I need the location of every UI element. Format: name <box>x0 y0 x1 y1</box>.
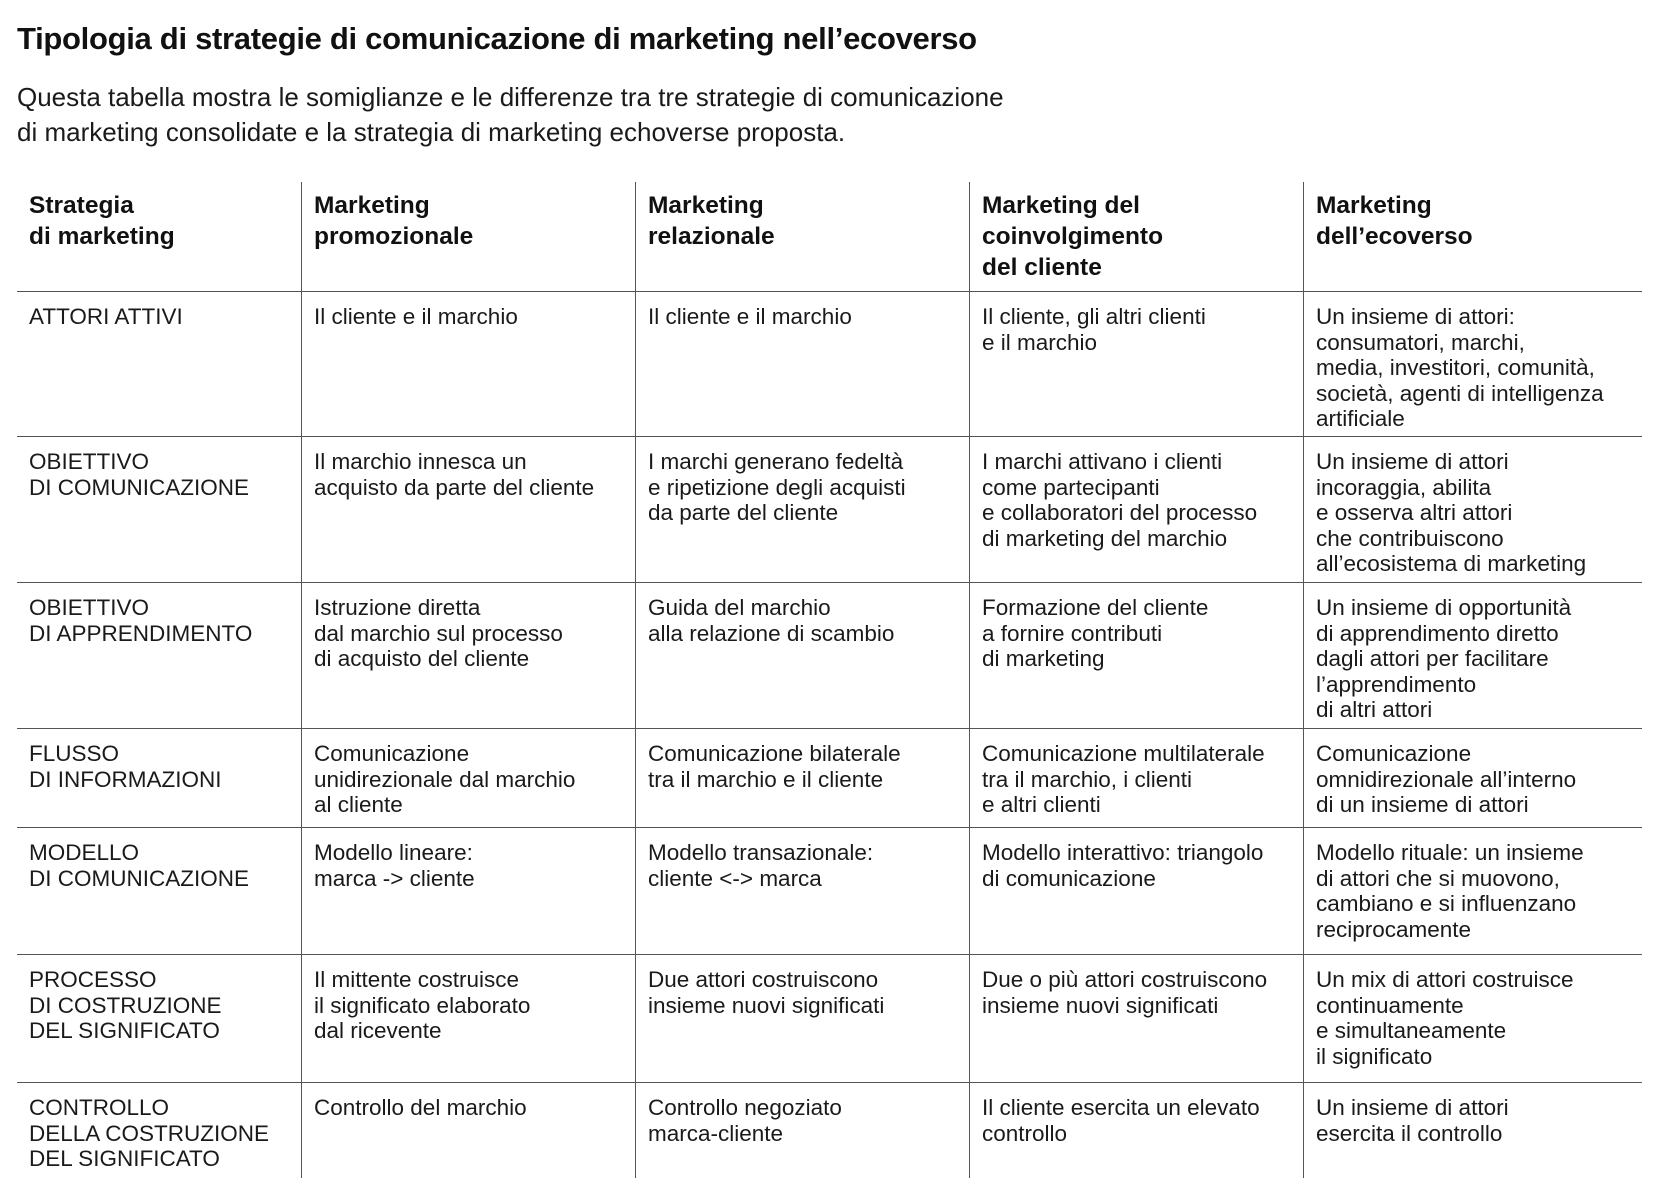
row-label: FLUSSO DI INFORMAZIONI <box>17 729 301 828</box>
table-cell: Modello transazionale: cliente <-> marca <box>635 828 969 955</box>
row-label: ATTORI ATTIVI <box>17 292 301 437</box>
header-ecoverse: Marketing dell’ecoverso <box>1303 182 1642 292</box>
table-cell: Il cliente e il marchio <box>635 292 969 437</box>
page-subtitle: Questa tabella mostra le somiglianze e le differenze tra tre strategie di comunicazione di marketing consolidate e la strategia di marketing echoverse proposta. <box>17 82 1004 147</box>
table-cell: Il marchio innesca un acquisto da parte del cliente <box>301 437 635 583</box>
table-cell: Modello rituale: un insieme di attori che si muovono, cambiano e si influenzano reciprocamente <box>1303 828 1642 955</box>
row-label: OBIETTIVO DI APPRENDIMENTO <box>17 583 301 729</box>
row-label: PROCESSO DI COSTRUZIONE DEL SIGNIFICATO <box>17 955 301 1083</box>
table-cell: Comunicazione omnidirezionale all’interno di un insieme di attori <box>1303 729 1642 828</box>
table-cell: Un mix di attori costruisce continuamente e simultaneamente il significato <box>1303 955 1642 1083</box>
header-relational: Marketing relazionale <box>635 182 969 292</box>
table-cell: Un insieme di attori: consumatori, marchi, media, investitori, comunità, società, agenti di intelligenza artificiale <box>1303 292 1642 437</box>
page-title: Tipologia di strategie di comunicazione di marketing nell’ecoverso <box>17 21 977 56</box>
table-cell: Istruzione diretta dal marchio sul processo di acquisto del cliente <box>301 583 635 729</box>
table-cell: Modello lineare: marca -> cliente <box>301 828 635 955</box>
table-cell: Controllo negoziato marca-cliente <box>635 1083 969 1178</box>
page <box>17 18 1642 1172</box>
table-cell: Formazione del cliente a fornire contributi di marketing <box>969 583 1303 729</box>
row-label: MODELLO DI COMUNICAZIONE <box>17 828 301 955</box>
header-engagement: Marketing del coinvolgimento del cliente <box>969 182 1303 292</box>
table-cell: Comunicazione multilaterale tra il marchio, i clienti e altri clienti <box>969 729 1303 828</box>
row-label: CONTROLLO DELLA COSTRUZIONE DEL SIGNIFICATO <box>29 1095 270 1172</box>
header-promotional: Marketing promozionale <box>301 182 635 292</box>
table-cell: I marchi generano fedeltà e ripetizione degli acquisti da parte del cliente <box>635 437 969 583</box>
comparison-table <box>17 182 1642 1178</box>
table-cell: Il mittente costruisce il significato elaborato dal ricevente <box>301 955 635 1083</box>
table-cell: Un insieme di opportunità di apprendimento diretto dagli attori per facilitare l’apprendimento di altri attori <box>1303 583 1642 729</box>
table-cell: Comunicazione bilaterale tra il marchio e il cliente <box>635 729 969 828</box>
header-strategy: Strategia di marketing <box>17 182 301 292</box>
table-cell: Due attori costruiscono insieme nuovi significati <box>635 955 969 1083</box>
table-cell: Il cliente esercita un elevato controllo <box>969 1083 1303 1178</box>
table-cell: Controllo del marchio <box>301 1083 635 1178</box>
row-label: OBIETTIVO DI COMUNICAZIONE <box>17 437 301 583</box>
table-cell: Il cliente, gli altri clienti e il marchio <box>969 292 1303 437</box>
table-cell: I marchi attivano i clienti come partecipanti e collaboratori del processo di marketing del marchio <box>969 437 1303 583</box>
table-cell: Due o più attori costruiscono insieme nuovi significati <box>969 955 1303 1083</box>
table-cell: Modello interattivo: triangolo di comunicazione <box>969 828 1303 955</box>
table-cell: Un insieme di attori incoraggia, abilita e osserva altri attori che contribuiscono all’ecosistema di marketing <box>1303 437 1642 583</box>
table-cell: Guida del marchio alla relazione di scambio <box>635 583 969 729</box>
table-cell: Il cliente e il marchio <box>301 292 635 437</box>
table-cell: Comunicazione unidirezionale dal marchio al cliente <box>301 729 635 828</box>
table-cell: Un insieme di attori esercita il controllo <box>1303 1083 1642 1178</box>
